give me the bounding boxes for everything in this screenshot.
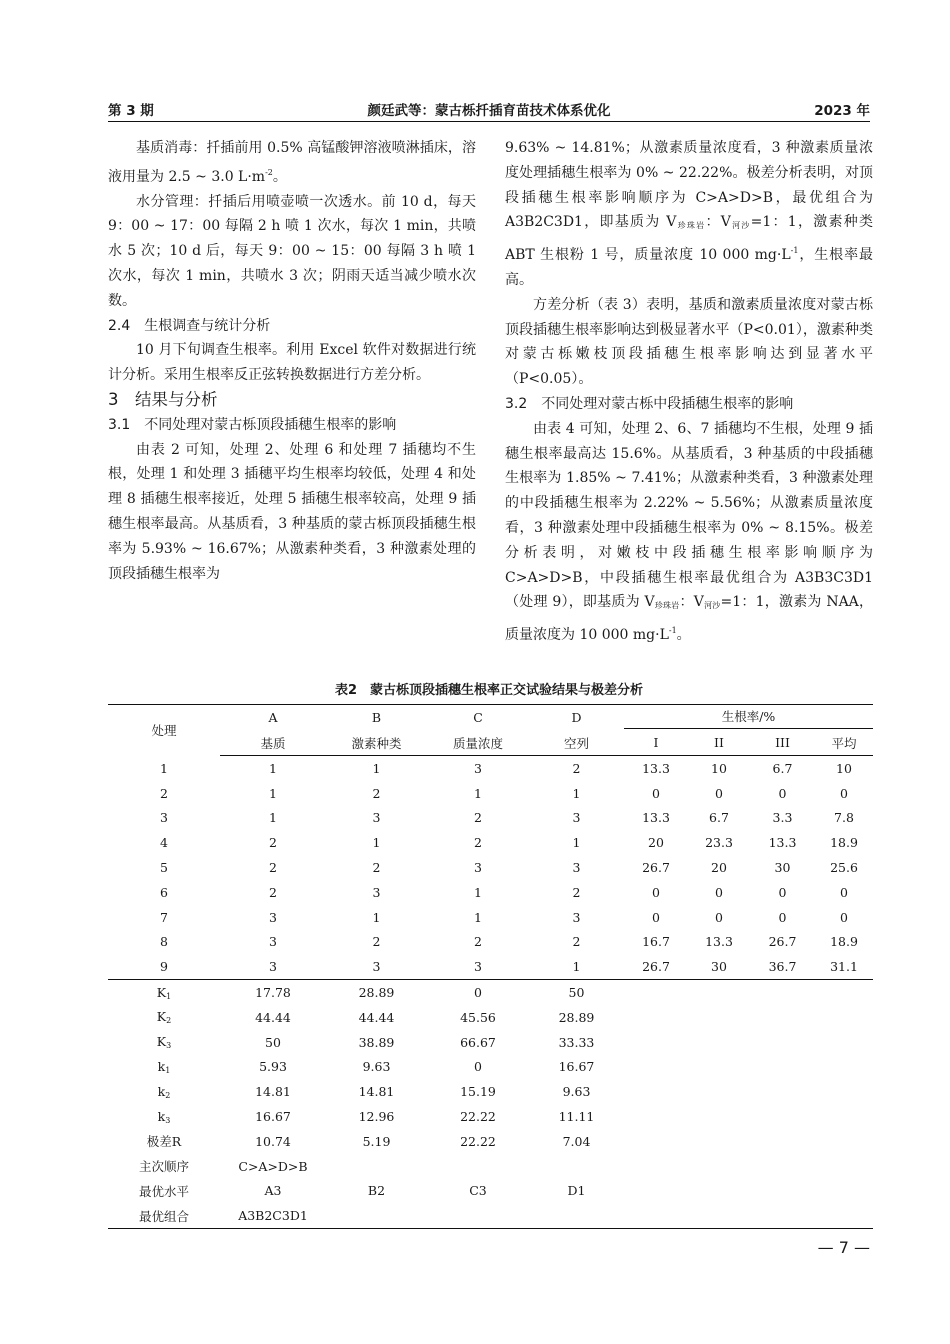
stat-value: 45.56 <box>460 1009 496 1025</box>
empty-cell <box>750 1129 815 1154</box>
empty-cell <box>750 1203 815 1228</box>
table-cell: 13.3 <box>768 835 797 851</box>
table-cell: 0 <box>652 884 660 900</box>
table-cell: 13.3 <box>642 760 670 776</box>
paragraph-results-top-cuttings: 由表 2 可知，处理 2、处理 6 和处理 7 插穗均不生根，处理 1 和处理 3 插穗平均生根率均较低，处理 4 和处理 8 插穗生根率接近，处理 5 插穗生根率较高，处理 9 插穗生根率最高。从基质看，3 种基质的蒙古栎顶段插穗生根率为 5.93% ~ 16.67%；从激素种类看，3 种激素处理的顶段插穗生根率为 <box>108 441 476 582</box>
stat-value: 28.89 <box>326 980 427 1005</box>
best-level-value: B2 <box>367 1183 386 1199</box>
stat-value: 0 <box>474 1059 482 1075</box>
table-cell: 0 <box>652 785 660 801</box>
stat-row <box>108 1129 873 1154</box>
table-cell: 3 <box>269 909 277 925</box>
empty-cell <box>815 1055 873 1080</box>
stat-row <box>108 1055 873 1080</box>
empty-cell <box>529 1154 624 1179</box>
table-row <box>108 880 873 905</box>
empty-cell <box>688 1104 750 1129</box>
table-cell: 26.7 <box>768 934 797 950</box>
table-row <box>108 855 873 880</box>
best-level-value: D1 <box>567 1183 586 1199</box>
table-cell: 0 <box>778 884 787 900</box>
table-cell: 4 <box>160 835 168 851</box>
empty-cell <box>750 1179 815 1204</box>
table-cell: 3 <box>474 760 482 776</box>
table-cell: 3 <box>572 810 581 826</box>
empty-cell <box>624 1055 688 1080</box>
table-cell: 7 <box>160 909 168 925</box>
table-cell: 0 <box>840 785 848 801</box>
table-cell: 2 <box>269 860 277 876</box>
header-c-name: 质量浓度 <box>427 730 529 756</box>
table-cell: 2 <box>372 860 381 876</box>
stat-value: 15.19 <box>460 1084 496 1100</box>
section-2-4-heading: 2.4 生根调查与统计分析 <box>108 317 271 334</box>
empty-cell <box>624 1203 688 1228</box>
stat-value: 14.81 <box>358 1084 395 1100</box>
table-cell: 20 <box>648 835 664 851</box>
table-cell: 30 <box>774 860 791 876</box>
table-cell: 0 <box>778 785 787 801</box>
paragraph-substrate-disinfection: 基质消毒：扦插前用 0.5% 高锰酸钾溶液喷淋插床，溶液用量为 2.5 ~ 3.0 $L\cdot m^{-2}$。 <box>108 140 476 185</box>
stat-value: 44.44 <box>255 1009 291 1025</box>
empty-cell <box>688 1154 750 1179</box>
table-cell: 1 <box>160 760 168 776</box>
table-cell: 31.1 <box>830 959 858 975</box>
empty-cell <box>624 1079 688 1104</box>
table-cell: 3.3 <box>772 810 793 826</box>
table-cell: 5 <box>160 860 168 876</box>
table-cell: 25.6 <box>830 860 858 876</box>
table-cell: 3 <box>269 934 277 950</box>
stat-row <box>108 980 873 1005</box>
table-cell: 1 <box>572 785 581 801</box>
orthogonal-test-table <box>108 704 873 1229</box>
best-combo-row <box>108 1203 873 1228</box>
stat-value: 38.89 <box>358 1034 395 1050</box>
table-cell: 2 <box>572 884 581 900</box>
table-cell: 1 <box>269 810 277 826</box>
empty-cell <box>427 1154 529 1179</box>
table-cell: 0 <box>778 909 787 925</box>
table-cell: 3 <box>269 959 277 975</box>
empty-cell <box>326 1154 427 1179</box>
header-rep-2: II <box>688 730 750 756</box>
section-3-1-heading: 3.1 不同处理对蒙古栎顶段插穗生根率的影响 <box>108 416 397 433</box>
empty-cell <box>815 1005 873 1030</box>
left-column <box>108 136 476 586</box>
paragraph-variance-analysis: 方差分析（表 3）表明，基质和激素质量浓度对蒙古栎顶段插穗生根率影响达到极显著水平（P<0.01），激素种类对蒙古栎嫩枝顶段插穗生根率影响达到显著水平（P<0.05）。 <box>505 296 873 388</box>
empty-cell <box>750 1104 815 1129</box>
header-rep-3: III <box>750 730 815 756</box>
table-cell: 13.3 <box>642 810 670 826</box>
empty-cell <box>427 1203 529 1228</box>
stat-value: 14.81 <box>255 1084 291 1100</box>
header-rooting-rate: 生根率/% <box>624 705 873 731</box>
table-cell: 3 <box>160 810 168 826</box>
empty-cell <box>815 980 873 1005</box>
empty-cell <box>624 1005 688 1030</box>
header-a-code: A <box>220 705 326 731</box>
table-cell: 2 <box>474 835 482 851</box>
table-cell: 1 <box>572 959 581 975</box>
right-column <box>505 136 873 648</box>
empty-cell <box>815 1079 873 1104</box>
stat-value: 44.44 <box>358 1009 395 1025</box>
table-cell: 3 <box>474 959 482 975</box>
stat-label: $k_3$ <box>157 1108 171 1125</box>
table-cell: 1 <box>474 785 482 801</box>
page-number: — 7 — <box>817 1238 870 1257</box>
empty-cell <box>326 1203 427 1228</box>
stat-value: 11.11 <box>558 1109 595 1125</box>
empty-cell <box>624 980 688 1005</box>
empty-cell <box>750 1030 815 1055</box>
stat-value: 10.74 <box>255 1133 291 1149</box>
issue-number: 第 3 期 <box>108 103 154 119</box>
stat-value: 28.89 <box>558 1009 595 1025</box>
table-cell: 0 <box>840 884 848 900</box>
table-cell: 0 <box>715 884 723 900</box>
table-cell: 26.7 <box>642 959 670 975</box>
table-cell: 2 <box>269 835 277 851</box>
table-cell: 3 <box>372 959 381 975</box>
empty-cell <box>688 1055 750 1080</box>
best-level-label: 最优水平 <box>138 1183 189 1199</box>
table-cell: 13.3 <box>705 934 733 950</box>
empty-cell <box>688 1203 750 1228</box>
table-cell: 0 <box>715 909 723 925</box>
table-cell: 18.9 <box>830 835 858 851</box>
table-cell: 1 <box>372 909 381 925</box>
table-cell: 3 <box>372 810 381 826</box>
empty-cell <box>688 1030 750 1055</box>
stat-label: $K_3$ <box>156 1034 172 1051</box>
section-3-2-heading: 3.2 不同处理对蒙古栎中段插穗生根率的影响 <box>505 395 794 412</box>
table-cell: 0 <box>715 785 723 801</box>
table-row <box>108 756 873 781</box>
section-3-heading: 3 结果与分析 <box>108 389 218 409</box>
table-cell: 10 <box>836 760 852 776</box>
header-b-name: 激素种类 <box>326 730 427 756</box>
table-cell: 2 <box>372 934 381 950</box>
table-cell: 3 <box>372 884 381 900</box>
table-row <box>108 806 873 831</box>
stat-value: 9.63 <box>362 1059 391 1075</box>
header-average: 平均 <box>815 730 873 756</box>
empty-cell <box>688 980 750 1005</box>
table-cell: 1 <box>572 835 581 851</box>
best-combo-value: A3B2C3D1 <box>220 1203 326 1228</box>
paragraph-statistics: 10 月下旬调查生根率。利用 Excel 软件对数据进行统计分析。采用生根率反正弦转换数据进行方差分析。 <box>108 342 476 384</box>
table-cell: 3 <box>572 909 581 925</box>
best-level-value: C3 <box>469 1183 487 1199</box>
empty-cell <box>688 1179 750 1204</box>
empty-cell <box>815 1104 873 1129</box>
table-cell: 2 <box>572 934 581 950</box>
paragraph-water-management: 水分管理：扦插后用喷壶喷一次透水。前 10 d，每天 9：00 ~ 17：00 每隔 2 h 喷 1 次水，每次 1 min，共喷水 5 次；10 d 后，每天 9：00 ~ 15：00 每隔 3 h 喷 1 次水，每次 1 min，共喷水 3 次；阴雨天适当减少喷水次数。 <box>108 193 476 309</box>
header-c-code: C <box>427 705 529 731</box>
stat-label: $K_2$ <box>156 1009 172 1026</box>
table-cell: 0 <box>652 909 660 925</box>
table-cell: 10 <box>711 760 727 776</box>
table-cell: 6.7 <box>709 810 729 826</box>
table-cell: 3 <box>474 860 482 876</box>
order-label: 主次顺序 <box>138 1159 189 1175</box>
stat-value: 16.67 <box>558 1059 595 1075</box>
table-cell: 2 <box>160 785 168 801</box>
empty-cell <box>624 1179 688 1204</box>
empty-cell <box>750 1079 815 1104</box>
stat-value: 50 <box>529 980 624 1005</box>
stat-value: 33.33 <box>558 1034 595 1050</box>
paragraph-range-analysis: 9.63% ~ 14.81%；从激素质量浓度看，3 种激素质量浓度处理插穗生根率为 0% ~ 22.22%。极差分析表明，对顶段插穗生根率影响顺序为 C>A>D>B，最优组合为 A3B2C3D1，即基质为 $V_{珍珠岩}$：$V_{河沙}=1$：1，激素种类 ABT 生根粉 1 号，质量浓度 10 000 $mg\cdot L^{-1}$，生根率最高。 <box>505 140 874 288</box>
stat-value: 22.22 <box>460 1133 496 1149</box>
table-cell: 9 <box>160 959 168 975</box>
stat-row <box>108 1104 873 1129</box>
running-header <box>108 95 870 122</box>
header-b-code: B <box>326 705 427 731</box>
running-title: 颜廷武等：蒙古栎扦插育苗技术体系优化 <box>367 103 611 119</box>
header-a-name: 基质 <box>220 730 326 756</box>
table-cell: 6.7 <box>772 760 793 776</box>
table-caption: 表2 蒙古栎顶段插穗生根率正交试验结果与极差分析 <box>334 683 644 698</box>
stat-value: 22.22 <box>460 1109 496 1125</box>
table-cell: 0 <box>840 909 848 925</box>
stat-row <box>108 1030 873 1055</box>
table-cell: 23.3 <box>705 835 733 851</box>
stat-label: 极差R <box>146 1134 182 1150</box>
stat-row <box>108 1079 873 1104</box>
table-cell: 30 <box>711 959 727 975</box>
empty-cell <box>815 1030 873 1055</box>
stat-value: 0 <box>427 980 529 1005</box>
table-row <box>108 954 873 979</box>
best-level-row <box>108 1179 873 1204</box>
table-cell: 2 <box>372 785 381 801</box>
empty-cell <box>815 1129 873 1154</box>
stat-value: 7.04 <box>562 1133 591 1149</box>
table-cell: 1 <box>372 835 381 851</box>
empty-cell <box>750 1005 815 1030</box>
best-combo-label: 最优组合 <box>108 1203 220 1228</box>
table-row <box>108 830 873 855</box>
empty-cell <box>815 1203 873 1228</box>
table-cell: 20 <box>711 860 727 876</box>
empty-cell <box>624 1104 688 1129</box>
header-d-code: D <box>529 705 624 731</box>
stat-value: 12.96 <box>358 1109 395 1125</box>
header-treatment: 处理 <box>108 705 220 756</box>
stat-value: 17.78 <box>220 980 326 1005</box>
table-cell: 1 <box>269 760 277 776</box>
stat-value: 16.67 <box>255 1109 291 1125</box>
stat-value: 66.67 <box>460 1034 496 1050</box>
empty-cell <box>688 1005 750 1030</box>
paragraph-results-middle-cuttings: 由表 4 可知，处理 2、6、7 插穗均不生根，处理 9 插穗生根率最高达 15.6%。从基质看，3 种基质的中段插穗生根率为 1.85% ~ 7.41%；从激素种类看，3 种激素处理的中段插穗生根率为 2.22% ~ 5.56%；从激素质量浓度看，3 种激素处理中段插穗生根率为 0% ~ 8.15%。极差分析表明，对嫩枝中段插穗生根率影响顺序为 C>A>D>B，中段插穗生根率最优组合为 A3B3C3D1（处理 9），即基质为 $V_{珍珠岩}$：$V_{河沙}=1$：1，激素为 NAA，质量浓度为 10 000 $mg\cdot L^{-1}$。 <box>505 420 874 644</box>
table-cell: 2 <box>474 810 482 826</box>
table-cell: 1 <box>474 909 482 925</box>
table-row <box>108 930 873 955</box>
empty-cell <box>624 1129 688 1154</box>
stat-value: 5.19 <box>362 1133 391 1149</box>
table-row <box>108 905 873 930</box>
stat-label: $k_2$ <box>157 1083 171 1100</box>
empty-cell <box>750 980 815 1005</box>
table-cell: 8 <box>160 934 168 950</box>
empty-cell <box>624 1154 688 1179</box>
empty-cell <box>750 1055 815 1080</box>
table-cell: 26.7 <box>642 860 670 876</box>
header-rep-1: I <box>624 730 688 756</box>
stat-value: 5.93 <box>259 1059 287 1075</box>
best-level-value: A3 <box>264 1183 282 1199</box>
empty-cell <box>815 1179 873 1204</box>
table-cell: 18.9 <box>830 934 858 950</box>
empty-cell <box>688 1079 750 1104</box>
stat-row <box>108 1005 873 1030</box>
empty-cell <box>688 1129 750 1154</box>
empty-cell <box>750 1154 815 1179</box>
stat-value: 9.63 <box>562 1084 591 1100</box>
table-cell: 1 <box>269 785 277 801</box>
empty-cell <box>529 1203 624 1228</box>
table-cell: 2 <box>269 884 277 900</box>
header-d-name: 空列 <box>529 730 624 756</box>
stat-label: $K_1$ <box>108 980 220 1005</box>
table-cell: 7.8 <box>834 810 854 826</box>
year: 2023 年 <box>814 103 870 119</box>
order-row <box>108 1154 873 1179</box>
stat-value: 50 <box>265 1034 281 1050</box>
empty-cell <box>815 1154 873 1179</box>
order-value: C>A>D>B <box>238 1158 308 1174</box>
table-cell: 1 <box>372 760 381 776</box>
stat-label: $k_1$ <box>157 1058 171 1075</box>
table-cell: 6 <box>160 884 168 900</box>
table-cell: 2 <box>474 934 482 950</box>
table-cell: 3 <box>572 860 581 876</box>
table-cell: 1 <box>474 884 482 900</box>
table-cell: 2 <box>572 760 581 776</box>
table-row <box>108 781 873 806</box>
table-cell: 16.7 <box>642 934 670 950</box>
empty-cell <box>624 1030 688 1055</box>
table-cell: 36.7 <box>768 959 797 975</box>
